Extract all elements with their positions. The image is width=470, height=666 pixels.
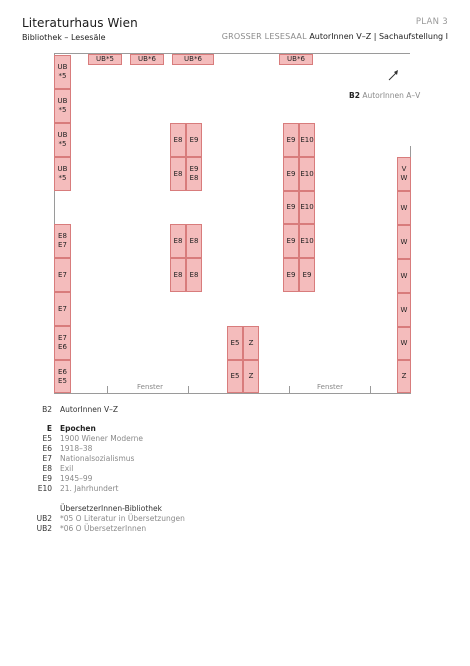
legend-ub2-1-code: UB2 — [36, 514, 52, 523]
legend-b2-code: B2 — [42, 405, 52, 414]
other-area-label — [349, 91, 420, 100]
shelf-left-e7b: E7 — [54, 292, 71, 326]
shelf-w-w4: W — [397, 293, 411, 327]
legend-ub2-2-code: UB2 — [36, 524, 52, 533]
shelf-b-zb: Z — [243, 360, 259, 393]
library-name: Literaturhaus Wien — [22, 16, 138, 30]
library-subtitle: Bibliothek – Lesesäle — [22, 33, 106, 42]
shelf-r-e9-3: E9 — [283, 191, 299, 224]
shelf-left-e6e5: E6 E5 — [54, 360, 71, 393]
shelf-b-e5a: E5 — [227, 326, 243, 360]
shelf-w-w5: W — [397, 327, 411, 360]
shelf-top-ub5: UB*5 — [88, 54, 122, 65]
shelf-c2-e8d: E8 — [186, 258, 202, 292]
legend-epochen-code: E — [46, 424, 52, 433]
legend-epochen-heading: Epochen — [60, 424, 96, 433]
shelf-c2-e8a: E8 — [170, 224, 186, 258]
shelf-w-z: Z — [397, 360, 411, 393]
legend-b2-text: AutorInnen V–Z — [60, 405, 118, 414]
shelf-w-vw: V W — [397, 157, 411, 191]
legend-ub2-1-text: *05 O Literatur in Übersetzungen — [60, 514, 185, 523]
window-label-left: Fenster — [137, 383, 163, 391]
shelf-top-ub6c: UB*6 — [279, 54, 313, 65]
bottom-wall — [54, 393, 411, 394]
room-name: GROSSER LESESAAL — [221, 32, 307, 41]
window-right-start-tick — [289, 386, 290, 393]
shelf-c1-e8a: E8 — [170, 123, 186, 157]
other-area-text: AutorInnen A–V — [362, 91, 421, 100]
shelf-left-e8e7: E8 E7 — [54, 224, 71, 258]
room-heading — [222, 32, 448, 41]
legend-e7-code: E7 — [42, 454, 52, 463]
legend-e9-code: E9 — [42, 474, 52, 483]
section-name: AutorInnen V–Z | Sachaufstellung I — [309, 32, 448, 41]
window-label-right: Fenster — [317, 383, 343, 391]
shelf-top-ub6a: UB*6 — [130, 54, 164, 65]
shelf-ub5-2: UB *5 — [54, 89, 71, 123]
shelf-w-w3: W — [397, 259, 411, 293]
legend-e5-text: 1900 Wiener Moderne — [60, 434, 144, 443]
other-area-code: B2 — [349, 91, 360, 100]
shelf-top-ub6b: UB*6 — [172, 54, 214, 65]
shelf-b-e5b: E5 — [227, 360, 243, 393]
legend-e6-code: E6 — [42, 444, 52, 453]
shelf-c1-e9a: E9 — [186, 123, 202, 157]
legend-e10-text: 21. Jahrhundert — [60, 484, 119, 493]
legend-e10-code: E10 — [37, 484, 52, 493]
legend-ub-heading: ÜbersetzerInnen-Bibliothek — [60, 504, 162, 513]
window-left-end-tick — [188, 386, 189, 393]
window-left-start-tick — [107, 386, 108, 393]
plan-number: PLAN 3 — [415, 17, 448, 27]
shelf-left-e7e6: E7 E6 — [54, 326, 71, 360]
arrow-icon — [387, 68, 401, 82]
legend-e6-text: 1918–38 — [60, 444, 93, 453]
shelf-r-e10-2: E10 — [299, 157, 315, 191]
legend-e7-text: Nationalsozialismus — [60, 454, 135, 463]
shelf-r-e9-6: E9 — [299, 258, 315, 292]
shelf-r-e9-5: E9 — [283, 258, 299, 292]
shelf-r-e10-1: E10 — [299, 123, 315, 157]
shelf-b-za: Z — [243, 326, 259, 360]
shelf-c2-e8c: E8 — [170, 258, 186, 292]
legend-e9-text: 1945–99 — [60, 474, 93, 483]
shelf-w-w2: W — [397, 225, 411, 259]
legend-e5-code: E5 — [42, 434, 52, 443]
shelf-c1-e8b: E8 — [170, 157, 186, 191]
shelf-left-e7a: E7 — [54, 258, 71, 292]
window-right-end-tick — [370, 386, 371, 393]
legend-e8-code: E8 — [42, 464, 52, 473]
shelf-r-e10-4: E10 — [299, 224, 315, 258]
shelf-w-w1: W — [397, 191, 411, 225]
shelf-r-e9-4: E9 — [283, 224, 299, 258]
shelf-c2-e8b: E8 — [186, 224, 202, 258]
shelf-r-e9-1: E9 — [283, 123, 299, 157]
legend-e8-text: Exil — [60, 464, 74, 473]
shelf-ub5-4: UB *5 — [54, 157, 71, 191]
shelf-ub5-3: UB *5 — [54, 123, 71, 157]
shelf-r-e10-3: E10 — [299, 191, 315, 224]
shelf-r-e9-2: E9 — [283, 157, 299, 191]
shelf-ub5-1: UB *5 — [54, 55, 71, 89]
shelf-c1-e9e8: E9 E8 — [186, 157, 202, 191]
legend-ub2-2-text: *06 O ÜbersetzerInnen — [60, 524, 147, 533]
